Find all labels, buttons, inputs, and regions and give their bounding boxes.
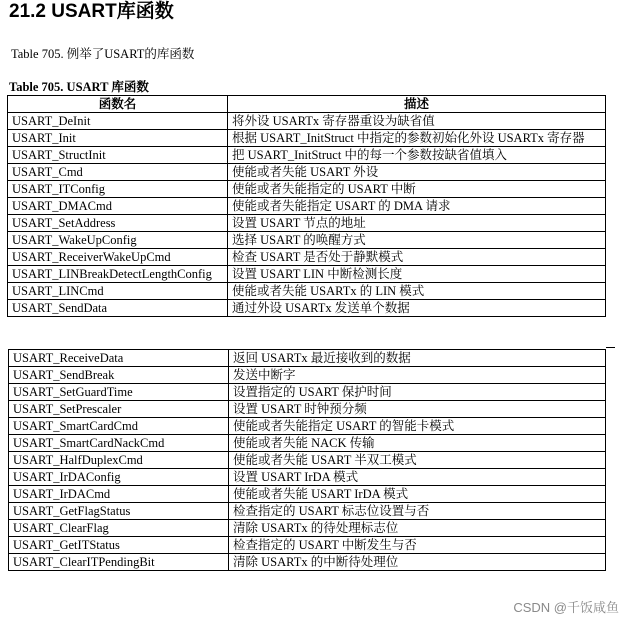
function-name-cell: USART_SetPrescaler <box>9 401 229 418</box>
function-name-cell: USART_IrDACmd <box>9 486 229 503</box>
description-cell: 使能或者失能 USART IrDA 模式 <box>229 486 606 503</box>
description-cell: 使能或者失能 USARTx 的 LIN 模式 <box>228 283 606 300</box>
table-row <box>9 367 606 384</box>
table-row <box>9 401 606 418</box>
function-name-cell: USART_SetAddress <box>8 215 228 232</box>
description-cell: 清除 USARTx 的中断待处理位 <box>229 554 606 571</box>
description-cell: 检查 USART 是否处于静默模式 <box>228 249 606 266</box>
function-name-cell: USART_GetFlagStatus <box>9 503 229 520</box>
description-cell: 设置指定的 USART 保护时间 <box>229 384 606 401</box>
description-cell: 设置 USART 节点的地址 <box>228 215 606 232</box>
table-row <box>8 147 606 164</box>
function-name-cell: USART_StructInit <box>8 147 228 164</box>
description-cell: 选择 USART 的唤醒方式 <box>228 232 606 249</box>
header-description: 描述 <box>228 96 606 113</box>
table-row <box>9 418 606 435</box>
function-name-cell: USART_SendData <box>8 300 228 317</box>
description-cell: 检查指定的 USART 中断发生与否 <box>229 537 606 554</box>
description-cell: 将外设 USARTx 寄存器重设为缺省值 <box>228 113 606 130</box>
table-row <box>9 469 606 486</box>
function-name-cell: USART_ITConfig <box>8 181 228 198</box>
function-name-cell: USART_ClearFlag <box>9 520 229 537</box>
table-row <box>9 350 606 367</box>
function-name-cell: USART_SendBreak <box>9 367 229 384</box>
table-row <box>8 198 606 215</box>
description-cell: 把 USART_InitStruct 中的每一个参数按缺省值填入 <box>228 147 606 164</box>
table-row <box>8 215 606 232</box>
table-row <box>9 384 606 401</box>
description-cell: 使能或者失能指定 USART 的 DMA 请求 <box>228 198 606 215</box>
table-row <box>8 164 606 181</box>
function-name-cell: USART_ReceiverWakeUpCmd <box>8 249 228 266</box>
description-cell: 设置 USART IrDA 模式 <box>229 469 606 486</box>
function-name-cell: USART_GetITStatus <box>9 537 229 554</box>
table-row <box>9 537 606 554</box>
table-row <box>8 283 606 300</box>
function-name-cell: USART_WakeUpConfig <box>8 232 228 249</box>
function-name-cell: USART_DMACmd <box>8 198 228 215</box>
description-cell: 使能或者失能指定 USART 的智能卡模式 <box>229 418 606 435</box>
table-row <box>8 249 606 266</box>
description-cell: 返回 USARTx 最近接收到的数据 <box>229 350 606 367</box>
table-row <box>9 554 606 571</box>
function-name-cell: USART_SetGuardTime <box>9 384 229 401</box>
table-row <box>8 232 606 249</box>
description-cell: 使能或者失能 USART 半双工模式 <box>229 452 606 469</box>
watermark: CSDN @千饭咸鱼 <box>513 600 619 615</box>
table-caption: Table 705. USART 库函数 <box>9 80 149 94</box>
function-name-cell: USART_Init <box>8 130 228 147</box>
function-name-cell: USART_IrDAConfig <box>9 469 229 486</box>
section-heading: 21.2 USART库函数 <box>9 1 174 22</box>
function-table-part-1 <box>7 95 606 317</box>
function-name-cell: USART_DeInit <box>8 113 228 130</box>
table-row <box>9 486 606 503</box>
table-row <box>8 181 606 198</box>
description-cell: 发送中断字 <box>229 367 606 384</box>
table-row <box>8 113 606 130</box>
description-cell: 使能或者失能 NACK 传输 <box>229 435 606 452</box>
function-name-cell: USART_ClearITPendingBit <box>9 554 229 571</box>
function-name-cell: USART_HalfDuplexCmd <box>9 452 229 469</box>
table-row <box>9 520 606 537</box>
header-function-name: 函数名 <box>8 96 228 113</box>
function-name-cell: USART_ReceiveData <box>9 350 229 367</box>
table-divider <box>606 347 615 348</box>
function-name-cell: USART_LINBreakDetectLengthConfig <box>8 266 228 283</box>
table-row <box>9 452 606 469</box>
table-row <box>8 130 606 147</box>
description-cell: 根据 USART_InitStruct 中指定的参数初始化外设 USARTx 寄存器 <box>228 130 606 147</box>
function-name-cell: USART_SmartCardNackCmd <box>9 435 229 452</box>
description-cell: 设置 USART LIN 中断检测长度 <box>228 266 606 283</box>
description-cell: 使能或者失能指定的 USART 中断 <box>228 181 606 198</box>
description-cell: 通过外设 USARTx 发送单个数据 <box>228 300 606 317</box>
description-cell: 设置 USART 时钟预分频 <box>229 401 606 418</box>
table-header-row <box>8 96 606 113</box>
function-name-cell: USART_Cmd <box>8 164 228 181</box>
function-name-cell: USART_SmartCardCmd <box>9 418 229 435</box>
function-name-cell: USART_LINCmd <box>8 283 228 300</box>
description-cell: 清除 USARTx 的待处理标志位 <box>229 520 606 537</box>
function-table-part-2 <box>8 349 606 571</box>
description-cell: 检查指定的 USART 标志位设置与否 <box>229 503 606 520</box>
table-row <box>9 435 606 452</box>
table-row <box>9 503 606 520</box>
table-row <box>8 266 606 283</box>
table-row <box>8 300 606 317</box>
intro-text: Table 705. 例举了USART的库函数 <box>11 47 195 61</box>
description-cell: 使能或者失能 USART 外设 <box>228 164 606 181</box>
